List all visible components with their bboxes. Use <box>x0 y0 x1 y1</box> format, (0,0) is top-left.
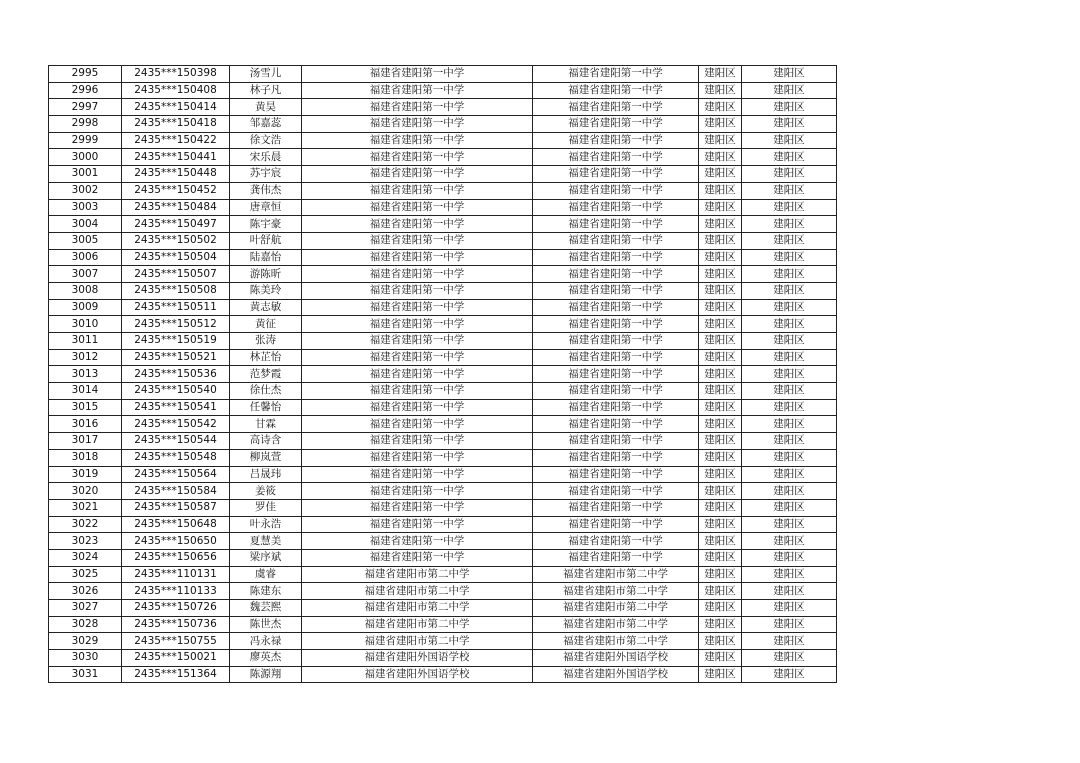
seq-cell: 3003 <box>49 199 122 216</box>
school-cell: 福建省建阳第一中学 <box>302 333 533 350</box>
id-cell: 2435***150726 <box>122 600 230 617</box>
id-cell: 2435***150418 <box>122 116 230 133</box>
id-cell: 2435***150650 <box>122 533 230 550</box>
district2-cell: 建阳区 <box>742 399 837 416</box>
district2-cell: 建阳区 <box>742 216 837 233</box>
table-row <box>49 232 837 249</box>
table-row <box>49 132 837 149</box>
id-cell: 2435***150519 <box>122 333 230 350</box>
table-row <box>49 516 837 533</box>
district-cell: 建阳区 <box>699 466 742 483</box>
name-cell: 邹嘉蕊 <box>230 116 302 133</box>
seq-cell: 3006 <box>49 249 122 266</box>
seq-cell: 3030 <box>49 650 122 667</box>
district2-cell: 建阳区 <box>742 583 837 600</box>
table-row <box>49 416 837 433</box>
seq-cell: 3011 <box>49 333 122 350</box>
seq-cell: 3023 <box>49 533 122 550</box>
table-row <box>49 149 837 166</box>
district-cell: 建阳区 <box>699 433 742 450</box>
district2-cell: 建阳区 <box>742 182 837 199</box>
id-cell: 2435***150508 <box>122 282 230 299</box>
id-cell: 2435***110131 <box>122 566 230 583</box>
school-cell: 福建省建阳市第二中学 <box>302 633 533 650</box>
district2-cell: 建阳区 <box>742 383 837 400</box>
school-cell: 福建省建阳第一中学 <box>302 182 533 199</box>
table-row <box>49 399 837 416</box>
school2-cell: 福建省建阳第一中学 <box>533 383 699 400</box>
seq-cell: 3016 <box>49 416 122 433</box>
school-cell: 福建省建阳市第二中学 <box>302 600 533 617</box>
school-cell: 福建省建阳第一中学 <box>302 416 533 433</box>
school-cell: 福建省建阳外国语学校 <box>302 650 533 667</box>
name-cell: 虞睿 <box>230 566 302 583</box>
district-cell: 建阳区 <box>699 583 742 600</box>
seq-cell: 3010 <box>49 316 122 333</box>
school-cell: 福建省建阳第一中学 <box>302 132 533 149</box>
district-cell: 建阳区 <box>699 333 742 350</box>
seq-cell: 3020 <box>49 483 122 500</box>
seq-cell: 3019 <box>49 466 122 483</box>
name-cell: 柳岚萱 <box>230 449 302 466</box>
seq-cell: 3005 <box>49 232 122 249</box>
table-row <box>49 166 837 183</box>
name-cell: 叶永浩 <box>230 516 302 533</box>
district2-cell: 建阳区 <box>742 366 837 383</box>
id-cell: 2435***150502 <box>122 232 230 249</box>
district2-cell: 建阳区 <box>742 333 837 350</box>
district-cell: 建阳区 <box>699 516 742 533</box>
id-cell: 2435***150507 <box>122 266 230 283</box>
school-cell: 福建省建阳第一中学 <box>302 82 533 99</box>
id-cell: 2435***150536 <box>122 366 230 383</box>
id-cell: 2435***150484 <box>122 199 230 216</box>
seq-cell: 3007 <box>49 266 122 283</box>
school-cell: 福建省建阳第一中学 <box>302 282 533 299</box>
name-cell: 梁序斌 <box>230 549 302 566</box>
table-row <box>49 633 837 650</box>
school-cell: 福建省建阳第一中学 <box>302 466 533 483</box>
name-cell: 龚伟杰 <box>230 182 302 199</box>
table-row <box>49 616 837 633</box>
district2-cell: 建阳区 <box>742 566 837 583</box>
id-cell: 2435***150736 <box>122 616 230 633</box>
school2-cell: 福建省建阳第一中学 <box>533 132 699 149</box>
school2-cell: 福建省建阳第一中学 <box>533 99 699 116</box>
school-cell: 福建省建阳第一中学 <box>302 383 533 400</box>
seq-cell: 2997 <box>49 99 122 116</box>
school2-cell: 福建省建阳第一中学 <box>533 433 699 450</box>
name-cell: 夏慧美 <box>230 533 302 550</box>
seq-cell: 3002 <box>49 182 122 199</box>
seq-cell: 3027 <box>49 600 122 617</box>
school-cell: 福建省建阳第一中学 <box>302 232 533 249</box>
school2-cell: 福建省建阳第一中学 <box>533 499 699 516</box>
school-cell: 福建省建阳第一中学 <box>302 149 533 166</box>
school-cell: 福建省建阳第一中学 <box>302 316 533 333</box>
name-cell: 任馨怡 <box>230 399 302 416</box>
district2-cell: 建阳区 <box>742 666 837 683</box>
seq-cell: 3001 <box>49 166 122 183</box>
school2-cell: 福建省建阳第一中学 <box>533 232 699 249</box>
school2-cell: 福建省建阳第一中学 <box>533 299 699 316</box>
seq-cell: 3018 <box>49 449 122 466</box>
district-cell: 建阳区 <box>699 199 742 216</box>
table-row <box>49 466 837 483</box>
table-row <box>49 583 837 600</box>
roster-table <box>48 65 837 683</box>
table-row <box>49 249 837 266</box>
id-cell: 2435***150414 <box>122 99 230 116</box>
id-cell: 2435***150398 <box>122 66 230 83</box>
district-cell: 建阳区 <box>699 533 742 550</box>
district-cell: 建阳区 <box>699 66 742 83</box>
name-cell: 黄征 <box>230 316 302 333</box>
school2-cell: 福建省建阳第一中学 <box>533 249 699 266</box>
district-cell: 建阳区 <box>699 282 742 299</box>
school2-cell: 福建省建阳第一中学 <box>533 216 699 233</box>
name-cell: 游陈昕 <box>230 266 302 283</box>
name-cell: 罗佳 <box>230 499 302 516</box>
table-row <box>49 199 837 216</box>
district2-cell: 建阳区 <box>742 483 837 500</box>
table-row <box>49 82 837 99</box>
district-cell: 建阳区 <box>699 566 742 583</box>
id-cell: 2435***150511 <box>122 299 230 316</box>
school-cell: 福建省建阳第一中学 <box>302 366 533 383</box>
school-cell: 福建省建阳第一中学 <box>302 349 533 366</box>
district2-cell: 建阳区 <box>742 66 837 83</box>
id-cell: 2435***150587 <box>122 499 230 516</box>
seq-cell: 2999 <box>49 132 122 149</box>
name-cell: 甘霖 <box>230 416 302 433</box>
school-cell: 福建省建阳第一中学 <box>302 433 533 450</box>
school2-cell: 福建省建阳第一中学 <box>533 349 699 366</box>
school2-cell: 福建省建阳第一中学 <box>533 149 699 166</box>
school-cell: 福建省建阳第一中学 <box>302 199 533 216</box>
table-row <box>49 366 837 383</box>
school-cell: 福建省建阳第一中学 <box>302 299 533 316</box>
district-cell: 建阳区 <box>699 216 742 233</box>
district2-cell: 建阳区 <box>742 199 837 216</box>
id-cell: 2435***150448 <box>122 166 230 183</box>
table-row <box>49 116 837 133</box>
table-row <box>49 433 837 450</box>
table-row <box>49 549 837 566</box>
district-cell: 建阳区 <box>699 182 742 199</box>
seq-cell: 3028 <box>49 616 122 633</box>
school2-cell: 福建省建阳第一中学 <box>533 333 699 350</box>
seq-cell: 3022 <box>49 516 122 533</box>
school2-cell: 福建省建阳第一中学 <box>533 549 699 566</box>
name-cell: 宋乐晨 <box>230 149 302 166</box>
district2-cell: 建阳区 <box>742 116 837 133</box>
district-cell: 建阳区 <box>699 149 742 166</box>
school2-cell: 福建省建阳第一中学 <box>533 282 699 299</box>
table-row <box>49 333 837 350</box>
school2-cell: 福建省建阳第一中学 <box>533 66 699 83</box>
seq-cell: 3000 <box>49 149 122 166</box>
district2-cell: 建阳区 <box>742 282 837 299</box>
district2-cell: 建阳区 <box>742 516 837 533</box>
table-row <box>49 216 837 233</box>
school2-cell: 福建省建阳市第二中学 <box>533 583 699 600</box>
table-row <box>49 666 837 683</box>
name-cell: 汤雪儿 <box>230 66 302 83</box>
id-cell: 2435***150656 <box>122 549 230 566</box>
school-cell: 福建省建阳第一中学 <box>302 249 533 266</box>
seq-cell: 2998 <box>49 116 122 133</box>
name-cell: 陈建东 <box>230 583 302 600</box>
district2-cell: 建阳区 <box>742 132 837 149</box>
district2-cell: 建阳区 <box>742 166 837 183</box>
table-row <box>49 349 837 366</box>
name-cell: 姜筱 <box>230 483 302 500</box>
school-cell: 福建省建阳市第二中学 <box>302 583 533 600</box>
table-row <box>49 483 837 500</box>
school-cell: 福建省建阳第一中学 <box>302 216 533 233</box>
district-cell: 建阳区 <box>699 266 742 283</box>
district2-cell: 建阳区 <box>742 600 837 617</box>
name-cell: 廖英杰 <box>230 650 302 667</box>
district-cell: 建阳区 <box>699 99 742 116</box>
name-cell: 徐文浩 <box>230 132 302 149</box>
district-cell: 建阳区 <box>699 449 742 466</box>
school2-cell: 福建省建阳第一中学 <box>533 449 699 466</box>
name-cell: 陈美玲 <box>230 282 302 299</box>
id-cell: 2435***150584 <box>122 483 230 500</box>
district2-cell: 建阳区 <box>742 466 837 483</box>
district-cell: 建阳区 <box>699 666 742 683</box>
name-cell: 范梦霞 <box>230 366 302 383</box>
school2-cell: 福建省建阳第一中学 <box>533 483 699 500</box>
school-cell: 福建省建阳第一中学 <box>302 516 533 533</box>
school2-cell: 福建省建阳外国语学校 <box>533 650 699 667</box>
district2-cell: 建阳区 <box>742 82 837 99</box>
school-cell: 福建省建阳外国语学校 <box>302 666 533 683</box>
name-cell: 张涛 <box>230 333 302 350</box>
school2-cell: 福建省建阳市第二中学 <box>533 616 699 633</box>
id-cell: 2435***150564 <box>122 466 230 483</box>
district-cell: 建阳区 <box>699 549 742 566</box>
name-cell: 叶舒航 <box>230 232 302 249</box>
district-cell: 建阳区 <box>699 249 742 266</box>
district-cell: 建阳区 <box>699 299 742 316</box>
name-cell: 黄志敏 <box>230 299 302 316</box>
table-row <box>49 566 837 583</box>
district-cell: 建阳区 <box>699 616 742 633</box>
name-cell: 徐仕杰 <box>230 383 302 400</box>
district2-cell: 建阳区 <box>742 433 837 450</box>
school-cell: 福建省建阳第一中学 <box>302 449 533 466</box>
school2-cell: 福建省建阳外国语学校 <box>533 666 699 683</box>
table-row <box>49 650 837 667</box>
district2-cell: 建阳区 <box>742 416 837 433</box>
district2-cell: 建阳区 <box>742 299 837 316</box>
district2-cell: 建阳区 <box>742 349 837 366</box>
name-cell: 陈宇豪 <box>230 216 302 233</box>
school2-cell: 福建省建阳第一中学 <box>533 533 699 550</box>
district2-cell: 建阳区 <box>742 616 837 633</box>
district-cell: 建阳区 <box>699 82 742 99</box>
name-cell: 高诗含 <box>230 433 302 450</box>
seq-cell: 3013 <box>49 366 122 383</box>
seq-cell: 3008 <box>49 282 122 299</box>
seq-cell: 3031 <box>49 666 122 683</box>
district-cell: 建阳区 <box>699 383 742 400</box>
school2-cell: 福建省建阳第一中学 <box>533 199 699 216</box>
district2-cell: 建阳区 <box>742 249 837 266</box>
school2-cell: 福建省建阳第一中学 <box>533 366 699 383</box>
name-cell: 陆嘉怡 <box>230 249 302 266</box>
school-cell: 福建省建阳第一中学 <box>302 116 533 133</box>
district-cell: 建阳区 <box>699 132 742 149</box>
seq-cell: 3021 <box>49 499 122 516</box>
school2-cell: 福建省建阳市第二中学 <box>533 633 699 650</box>
id-cell: 2435***150021 <box>122 650 230 667</box>
school2-cell: 福建省建阳第一中学 <box>533 399 699 416</box>
name-cell: 苏宇宸 <box>230 166 302 183</box>
id-cell: 2435***150512 <box>122 316 230 333</box>
school-cell: 福建省建阳第一中学 <box>302 99 533 116</box>
district-cell: 建阳区 <box>699 349 742 366</box>
district2-cell: 建阳区 <box>742 266 837 283</box>
school2-cell: 福建省建阳市第二中学 <box>533 566 699 583</box>
school-cell: 福建省建阳第一中学 <box>302 499 533 516</box>
id-cell: 2435***150441 <box>122 149 230 166</box>
id-cell: 2435***150544 <box>122 433 230 450</box>
school2-cell: 福建省建阳第一中学 <box>533 466 699 483</box>
school2-cell: 福建省建阳第一中学 <box>533 182 699 199</box>
seq-cell: 3004 <box>49 216 122 233</box>
seq-cell: 3024 <box>49 549 122 566</box>
school-cell: 福建省建阳第一中学 <box>302 399 533 416</box>
school-cell: 福建省建阳第一中学 <box>302 266 533 283</box>
district-cell: 建阳区 <box>699 116 742 133</box>
district2-cell: 建阳区 <box>742 232 837 249</box>
table-row <box>49 600 837 617</box>
district-cell: 建阳区 <box>699 316 742 333</box>
district2-cell: 建阳区 <box>742 449 837 466</box>
school2-cell: 福建省建阳第一中学 <box>533 266 699 283</box>
seq-cell: 3029 <box>49 633 122 650</box>
table-row <box>49 282 837 299</box>
table-row <box>49 533 837 550</box>
district-cell: 建阳区 <box>699 499 742 516</box>
district2-cell: 建阳区 <box>742 149 837 166</box>
id-cell: 2435***150540 <box>122 383 230 400</box>
id-cell: 2435***150548 <box>122 449 230 466</box>
district2-cell: 建阳区 <box>742 99 837 116</box>
seq-cell: 3017 <box>49 433 122 450</box>
id-cell: 2435***150452 <box>122 182 230 199</box>
school-cell: 福建省建阳第一中学 <box>302 483 533 500</box>
table-row <box>49 499 837 516</box>
district2-cell: 建阳区 <box>742 650 837 667</box>
district-cell: 建阳区 <box>699 633 742 650</box>
id-cell: 2435***150648 <box>122 516 230 533</box>
seq-cell: 3025 <box>49 566 122 583</box>
id-cell: 2435***150408 <box>122 82 230 99</box>
school2-cell: 福建省建阳第一中学 <box>533 316 699 333</box>
district-cell: 建阳区 <box>699 483 742 500</box>
seq-cell: 3026 <box>49 583 122 600</box>
school-cell: 福建省建阳第一中学 <box>302 533 533 550</box>
district-cell: 建阳区 <box>699 650 742 667</box>
school-cell: 福建省建阳市第二中学 <box>302 566 533 583</box>
id-cell: 2435***150504 <box>122 249 230 266</box>
id-cell: 2435***150542 <box>122 416 230 433</box>
name-cell: 魏芸熙 <box>230 600 302 617</box>
table-row <box>49 299 837 316</box>
id-cell: 2435***150422 <box>122 132 230 149</box>
name-cell: 黄昊 <box>230 99 302 116</box>
name-cell: 冯永禄 <box>230 633 302 650</box>
table-row <box>49 316 837 333</box>
school2-cell: 福建省建阳第一中学 <box>533 82 699 99</box>
school2-cell: 福建省建阳第一中学 <box>533 116 699 133</box>
seq-cell: 3009 <box>49 299 122 316</box>
id-cell: 2435***151364 <box>122 666 230 683</box>
name-cell: 唐章恒 <box>230 199 302 216</box>
school2-cell: 福建省建阳第一中学 <box>533 416 699 433</box>
name-cell: 陈源翔 <box>230 666 302 683</box>
table-row <box>49 383 837 400</box>
district2-cell: 建阳区 <box>742 316 837 333</box>
table-row <box>49 66 837 83</box>
id-cell: 2435***150497 <box>122 216 230 233</box>
district2-cell: 建阳区 <box>742 533 837 550</box>
school2-cell: 福建省建阳第一中学 <box>533 516 699 533</box>
school2-cell: 福建省建阳市第二中学 <box>533 600 699 617</box>
seq-cell: 2996 <box>49 82 122 99</box>
table-row <box>49 449 837 466</box>
seq-cell: 3015 <box>49 399 122 416</box>
school-cell: 福建省建阳第一中学 <box>302 66 533 83</box>
name-cell: 林子凡 <box>230 82 302 99</box>
table-row <box>49 182 837 199</box>
table-row <box>49 99 837 116</box>
district-cell: 建阳区 <box>699 366 742 383</box>
table-row <box>49 266 837 283</box>
seq-cell: 3012 <box>49 349 122 366</box>
district2-cell: 建阳区 <box>742 549 837 566</box>
name-cell: 吕晟玮 <box>230 466 302 483</box>
district-cell: 建阳区 <box>699 399 742 416</box>
district2-cell: 建阳区 <box>742 633 837 650</box>
id-cell: 2435***110133 <box>122 583 230 600</box>
school2-cell: 福建省建阳第一中学 <box>533 166 699 183</box>
name-cell: 林芷怡 <box>230 349 302 366</box>
id-cell: 2435***150521 <box>122 349 230 366</box>
district-cell: 建阳区 <box>699 600 742 617</box>
school-cell: 福建省建阳第一中学 <box>302 549 533 566</box>
id-cell: 2435***150755 <box>122 633 230 650</box>
seq-cell: 2995 <box>49 66 122 83</box>
school-cell: 福建省建阳第一中学 <box>302 166 533 183</box>
district-cell: 建阳区 <box>699 232 742 249</box>
seq-cell: 3014 <box>49 383 122 400</box>
id-cell: 2435***150541 <box>122 399 230 416</box>
roster-table-body <box>49 66 837 683</box>
district-cell: 建阳区 <box>699 166 742 183</box>
district-cell: 建阳区 <box>699 416 742 433</box>
district2-cell: 建阳区 <box>742 499 837 516</box>
school-cell: 福建省建阳市第二中学 <box>302 616 533 633</box>
name-cell: 陈世杰 <box>230 616 302 633</box>
